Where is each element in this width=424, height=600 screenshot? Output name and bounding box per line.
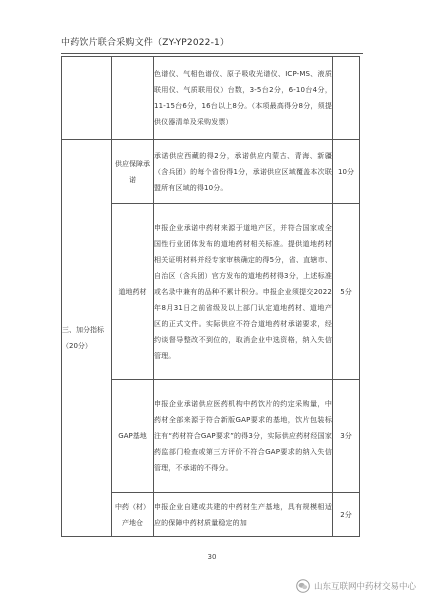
criteria-description: 承诺供应西藏的得2分，承诺供应内蒙古、青海、新疆（含兵团）的每个省份得1分，承诺供应区域覆盖本次联盟所有区域的得10分。 [154, 140, 333, 204]
wechat-logo-icon [296, 579, 310, 593]
document-header [61, 37, 363, 54]
criteria-item: 道地药材 [112, 204, 154, 380]
criteria-score: 5分 [333, 204, 360, 380]
criteria-description: 申报企业承诺中药材来源于道地产区，并符合国家或全国性行业团体发布的道地药材相关标准。提供道地药材相关证明材料并经专家审核确定的得5分，省、直辖市、自治区（含兵团）官方发布的道地药材得3分，上述标准或名录中兼有的品种不累计积分。申报企业须提交2022年8月31日之前省级及以上部门认定道地药材、道地产区的正式文件。实际供应不符合道地药材承诺要求，经约谈督导整改不到位的，取消企业中选资格，纳入失信管理。 [154, 204, 333, 380]
scoring-table [61, 56, 360, 537]
criteria-score: 2分 [333, 493, 360, 537]
table-cell-empty [333, 57, 360, 140]
criteria-description: 申报企业自建或共建的中药材生产基地，具有规模相适应的保障中药材质量稳定的加 [154, 493, 333, 537]
criteria-score: 10分 [333, 140, 360, 204]
criteria-item: GAP基地 [112, 380, 154, 493]
table-cell-empty [112, 57, 154, 140]
header-title: 中药饮片联合采购文件（ZY-YP2022-1） [61, 38, 230, 48]
criteria-item: 供应保障承诺 [112, 140, 154, 204]
page-number: 30 [207, 553, 217, 561]
criteria-score: 3分 [333, 380, 360, 493]
table-cell-empty [62, 57, 112, 140]
category-label: 三、加分指标（20分） [62, 140, 112, 537]
criteria-description: 申报企业承诺供应医药机构中药饮片的约定采购量，中药材全部来源于符合新版GAP要求的基地，饮片包装标注有“药材符合GAP要求”的得3分，实际供应药材经国家药监部门检查或第三方评价不符合GAP要求的纳入失信管理，不承诺的不得分。 [154, 380, 333, 493]
watermark [296, 578, 416, 594]
table-row [62, 140, 360, 204]
watermark-text: 山东互联网中药材交易中心 [313, 582, 416, 592]
criteria-item: 中药（材）产地仓 [112, 493, 154, 537]
criteria-description: 色谱仪、气相色谱仪、原子吸收光谱仪、ICP-MS、液质联用仪、气质联用仪）台数，3-5台2分，6-10台4分，11-15台6分，16台以上8分。（本项最高得分8分，须提供仪器清单及采购发票） [154, 57, 333, 140]
table-row [62, 57, 360, 140]
